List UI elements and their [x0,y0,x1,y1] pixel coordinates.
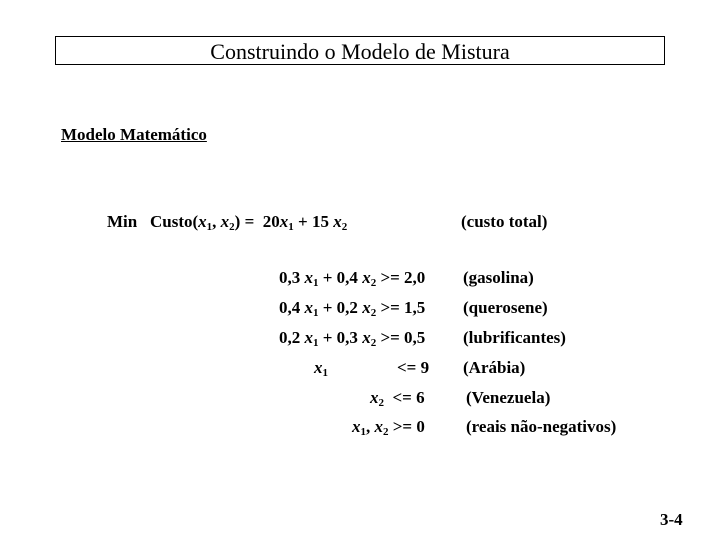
constraint-note: (querosene) [463,298,548,317]
subscript: 1 [206,221,213,233]
bound-x1-note: (Arábia) [463,358,526,377]
cost-function-name: Custo( [149,212,199,231]
objective-note: (custo total) [461,212,548,231]
subscript: 1 [313,277,319,289]
min-label: Min [107,212,138,231]
subscript: 2 [229,221,235,233]
coefficient: 0,2 [279,328,305,347]
plus-term: + 15 [293,212,334,231]
section-heading: Modelo Matemático [61,125,207,144]
nonneg-note: (reais não-negativos) [466,417,617,436]
objective-function [107,212,347,232]
relation: >= 2,0 [376,268,426,287]
subscript: 2 [370,337,377,349]
subscript: 2 [341,221,348,233]
var-x: x [304,328,313,347]
var-x: x [279,212,289,231]
subscript: 2 [370,307,377,319]
relation: <= 6 [384,388,425,407]
equals: ) = [234,212,259,231]
subscript: 1 [322,367,328,379]
var-x: x [220,212,230,231]
coefficient: 0,3 [279,268,305,287]
bound-x2-row [370,388,425,408]
subscript: 1 [360,426,366,438]
constraint-note: (lubrificantes) [463,328,566,347]
var-x: x [304,298,313,317]
var-x: x [362,268,371,287]
coefficient: + 0,2 [318,298,363,317]
subscript: 2 [378,397,384,409]
constraint-row-lubrificantes [279,328,425,348]
coefficient: 0,4 [279,298,305,317]
constraint-row-gasolina [279,268,425,288]
var-x: x [352,417,361,436]
bound-x2-note: (Venezuela) [466,388,551,407]
constraint-note: (gasolina) [463,268,534,287]
bound-x1-relation: <= 9 [397,358,430,377]
var-x: x [314,358,323,377]
var-x: x [362,298,371,317]
relation: >= 1,5 [376,298,426,317]
subscript: 1 [313,337,319,349]
constraint-row-querosene [279,298,425,318]
relation: >= 0 [388,417,425,436]
separator: , [212,212,221,231]
slide-title: Construindo o Modelo de Mistura [55,36,665,65]
var-x: x [304,268,313,287]
nonneg-row [352,417,425,437]
page-number: 3-4 [660,510,683,529]
var-x: x [362,328,371,347]
relation: >= 0,5 [376,328,426,347]
var-x: x [198,212,207,231]
subscript: 2 [383,426,389,438]
separator: , [366,417,375,436]
coefficient: 20 [262,212,280,231]
coefficient: + 0,3 [318,328,363,347]
var-x: x [370,388,379,407]
var-x: x [374,417,383,436]
var-x: x [333,212,342,231]
subscript: 1 [288,221,294,233]
subscript: 1 [313,307,319,319]
subscript: 2 [370,277,377,289]
coefficient: + 0,4 [318,268,363,287]
bound-x1-var [314,358,328,378]
